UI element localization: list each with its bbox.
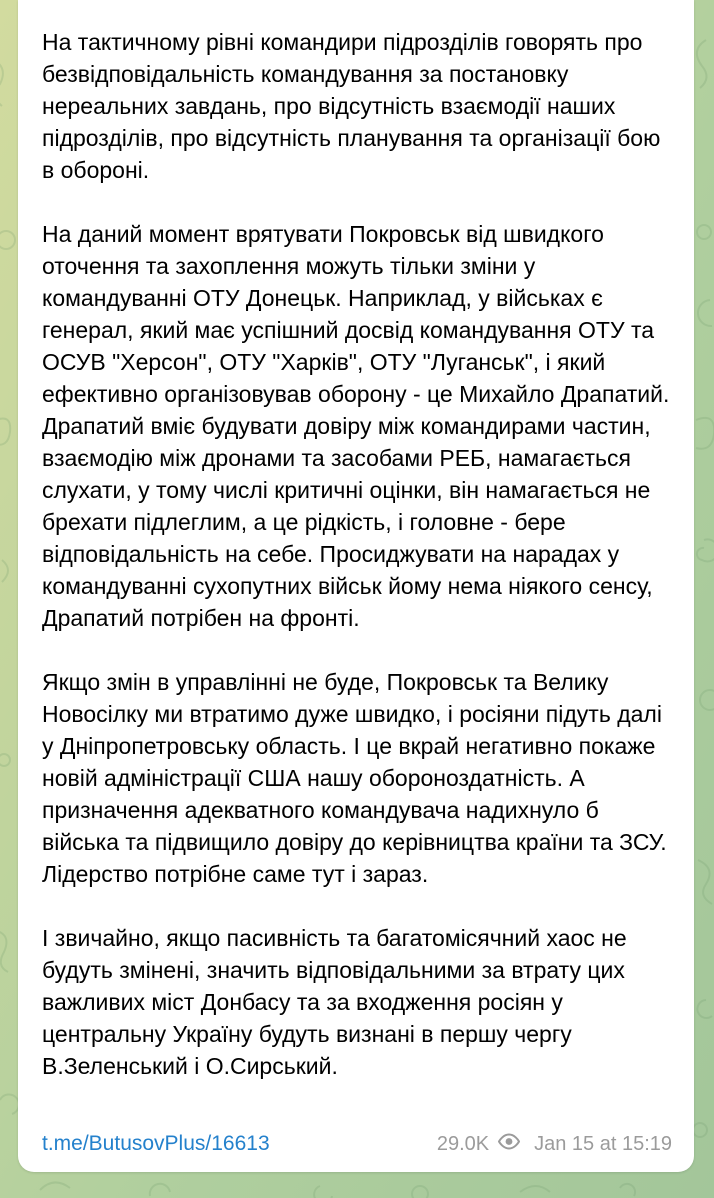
views-count: 29.0K: [436, 1132, 490, 1155]
message-paragraph: На даний момент врятувати Покровськ від швидкого оточення та захоплення можуть тільки зміни у командуванні ОТУ Донецьк. Наприклад, у військах є генерал, який має успішний досвід командування ОТУ та ОСУВ "Херсон", ОТУ "Харків", ОТУ "Луганськ", і який ефективно організовував оборону - це Михайло Драпатий. Драпатий вміє будувати довіру між командирами частин, взаємодію між дронами та засобами РЕБ, намагається слухати, у тому числі критичні оцінки, він намагається не брехати підлеглим, а це рідкість, і головне - бере відповідальність на себе. Просиджувати на нарадах у командуванні сухопутних військ йому нема ніякого сенсу, Драпатий потрібен на фронті.: [42, 221, 670, 631]
message-meta: [437, 1133, 672, 1156]
eye-icon: [497, 1133, 521, 1156]
post-link[interactable]: t.me/ButusovPlus/16613: [42, 1132, 270, 1155]
message-footer: [42, 1132, 672, 1156]
message-text: [18, 0, 694, 1082]
message-bubble: [18, 0, 694, 1172]
message-paragraph: На тактичному рівні командири підрозділів говорять про безвідповідальність командування за постановку нереальних завдань, про відсутність взаємодії наших підрозділів, про відсутність планування та організації бою в обороні.: [42, 29, 661, 183]
timestamp: Jan 15 at 15:19: [534, 1132, 672, 1155]
message-paragraph: Якщо змін в управлінні не буде, Покровськ та Велику Новосілку ми втратимо дуже швидко, і росіяни підуть далі у Дніпропетровську область. І це вкрай негативно покаже новій адміністрації США нашу обороноздатність. А призначення адекватного командувача надихнуло б війська та підвищило довіру до керівництва країни та ЗСУ. Лідерство потрібне саме тут і зараз.: [42, 669, 667, 887]
message-paragraph: І звичайно, якщо пасивність та багатомісячний хаос не будуть змінені, значить відповідальними за втрату цих важливих міст Донбасу та за входження росіян у центральну Україну будуть визнані в першу чергу В.Зеленський і О.Сирський.: [42, 925, 627, 1079]
